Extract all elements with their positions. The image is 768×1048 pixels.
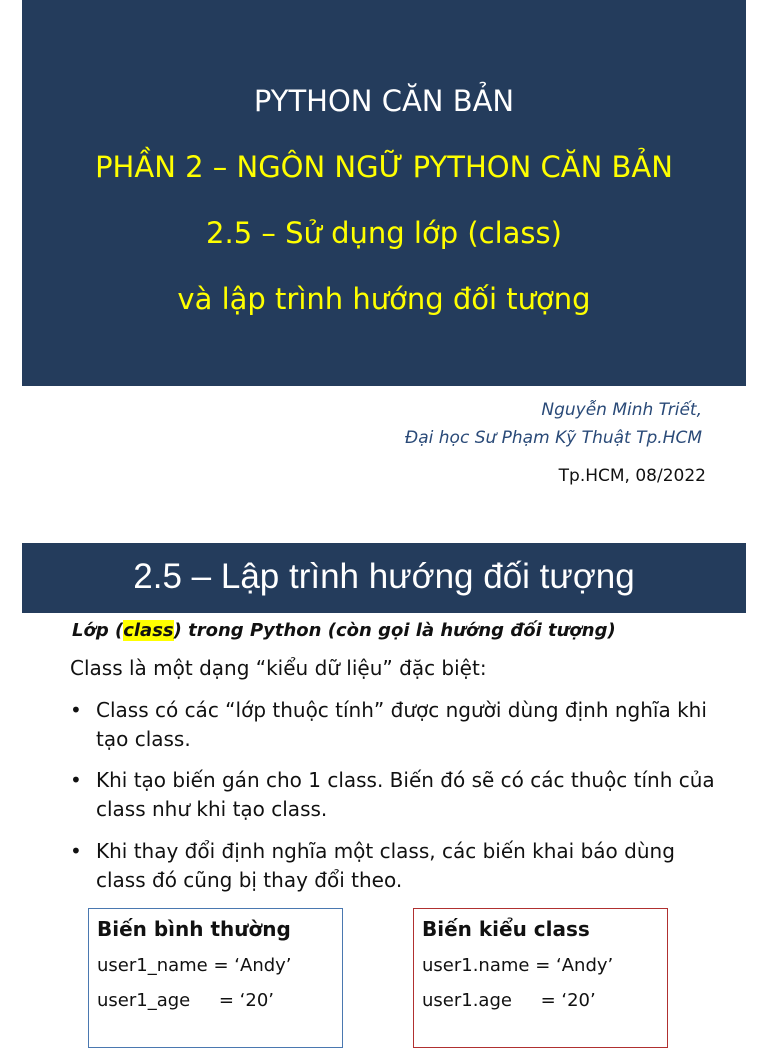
bullet-text: Khi tạo biến gán cho 1 class. Biến đó sẽ có các thuộc tính của class như khi tạo class.	[96, 768, 715, 821]
bullet-dot: •	[70, 768, 82, 792]
section-title: 2.5 – Sử dụng lớp (class)	[206, 216, 562, 250]
bullet-text: Khi thay đổi định nghĩa một class, các biến khai báo dùng class đó cũng bị thay đổi theo.	[96, 839, 675, 892]
author-affiliation: Đại học Sư Phạm Kỹ Thuật Tp.HCM	[405, 428, 702, 448]
code-line: user1_name = ‘Andy’	[97, 955, 292, 976]
subtitle-part-before: Lớp (	[72, 620, 124, 641]
slide2-title-banner	[22, 543, 746, 613]
bullet-dot: •	[70, 839, 82, 863]
class-variable-box	[413, 908, 668, 1048]
bullet-item	[70, 696, 720, 754]
author-name: Nguyễn Minh Triết,	[541, 400, 702, 420]
code-line: user1_age = ‘20’	[97, 990, 275, 1011]
class-variable-heading: Biến kiểu class	[422, 917, 590, 941]
slide1-title-banner	[22, 0, 746, 386]
intro-text: Class là một dạng “kiểu dữ liệu” đặc biệt:	[70, 656, 487, 680]
slide-date: Tp.HCM, 08/2022	[558, 466, 706, 486]
normal-variable-heading: Biến bình thường	[97, 917, 291, 941]
bullet-text: Class có các “lớp thuộc tính” được người dùng định nghĩa khi tạo class.	[96, 698, 707, 751]
section-subtitle: và lập trình hướng đối tượng	[177, 282, 591, 316]
course-title: PYTHON CĂN BẢN	[253, 84, 515, 118]
bullet-item	[70, 766, 720, 824]
subtitle-part-after: ) trong Python (còn gọi là hướng đối tượng)	[173, 620, 616, 641]
bullet-dot: •	[70, 698, 82, 722]
slide2-title: 2.5 – Lập trình hướng đối tượng	[133, 557, 635, 596]
bullet-item	[70, 837, 720, 895]
code-line: user1.name = ‘Andy’	[422, 955, 614, 976]
code-line: user1.age = ‘20’	[422, 990, 596, 1011]
normal-variable-box	[88, 908, 343, 1048]
part-title: PHẦN 2 – NGÔN NGỮ PYTHON CĂN BẢN	[95, 150, 673, 184]
slide2-subtitle	[72, 620, 616, 641]
subtitle-highlight: class	[123, 620, 174, 641]
